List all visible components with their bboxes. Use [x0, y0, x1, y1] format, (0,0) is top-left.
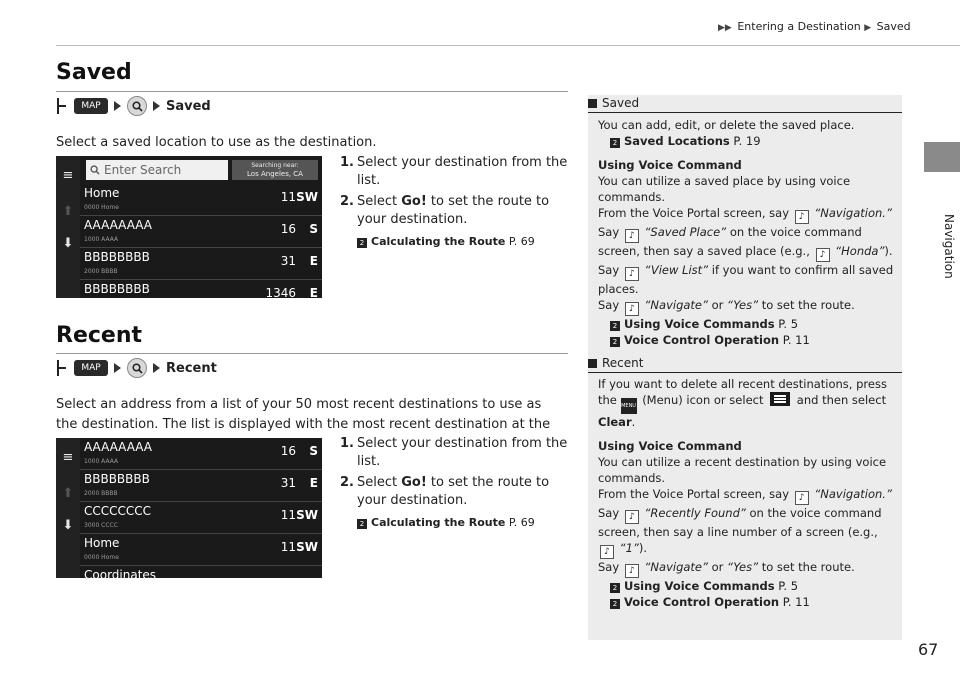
- xref-arrow-icon: 2: [357, 238, 367, 248]
- voice-command-icon: ♪: [795, 210, 809, 224]
- recent-steps: [340, 435, 572, 535]
- recent-screen-image: [56, 438, 322, 578]
- list-item: CCCCCCCC 3000 CCCC 11 SW: [80, 502, 322, 534]
- cross-reference[interactable]: 2 Calculating the Route P. 69: [357, 514, 572, 532]
- scroll-up-icon: ⬆: [62, 204, 74, 219]
- xref-arrow-icon: 2: [610, 321, 620, 331]
- breadcrumb-arrow-icon: ▶: [864, 23, 872, 33]
- note-marker-icon: [588, 359, 597, 368]
- chapter-label: Navigation: [942, 214, 956, 279]
- section-divider: [56, 353, 568, 354]
- saved-screen-image: [56, 156, 322, 298]
- list-item: AAAAAAAA 1000 AAAA 16 S: [80, 438, 322, 470]
- xref-arrow-icon: 2: [357, 519, 367, 529]
- list-item: Home 0000 Home 11 SW: [80, 534, 322, 566]
- section-title-recent: Recent: [56, 323, 143, 348]
- screen-sidebar: [56, 438, 80, 578]
- map-button-icon: MAP: [74, 98, 108, 114]
- xref-arrow-icon: 2: [610, 583, 620, 593]
- note-heading-saved: Saved: [588, 96, 902, 112]
- menu-path-recent: [56, 358, 217, 378]
- home-icon: [56, 98, 68, 114]
- note-heading-recent: Recent: [588, 356, 902, 372]
- breadcrumb-section: Entering a Destination: [737, 20, 861, 33]
- list-item: AAAAAAAA 1000 AAAA 16 S: [80, 216, 322, 248]
- note-body-recent: If you want to delete all recent destinations, press the MENU (Menu) icon or select and then select Clear. Using Voice Command You can utilize a recent destination by using voice commands. From the Voice Portal screen, say ♪ “Navigation.” Say ♪ “Recently Found” on the voice command screen, then say a line number of a screen (e.g., ♪ “1”). Say ♪ “Navigate” or “Yes” to set the route. 2 Using Voice Commands P. 5 2 Voice Control Operation P. 11: [598, 377, 892, 609]
- list-item: BBBBBBBB 1346 E: [80, 280, 322, 298]
- scroll-down-icon: ⬇: [62, 518, 74, 533]
- note-marker-icon: [588, 99, 597, 108]
- arrow-right-icon: [114, 101, 121, 111]
- note-body-saved: You can add, edit, or delete the saved place. 2 Saved Locations P. 19 Using Voice Command You can utilize a saved place by using voice commands. From the Voice Portal screen, say ♪ “Navigation.” Say ♪ “Saved Place” on the voice command screen, then say a saved place (e.g., ♪ “Honda”). Say ♪ “View List” if you want to confirm all saved places. Say ♪ “Navigate” or “Yes” to set the route. 2 Using Voice Commands P. 5 2 Voice Control Operation P. 11: [598, 118, 894, 347]
- page-number: 67: [918, 640, 939, 659]
- voice-command-icon: ♪: [625, 302, 639, 316]
- recent-intro: Select an address from a list of your 50 most recent destinations to use as the destination. The list is displayed with the most recent destination at the: [56, 397, 551, 432]
- menu-path-saved: [56, 96, 211, 116]
- arrow-right-icon: [153, 101, 160, 111]
- step-item: 2. Select Go! to set the route to your destination. 2 Calculating the Route P. 69: [340, 193, 572, 251]
- hamburger-icon: [770, 392, 790, 406]
- step-item: 1. Select your destination from the list.: [340, 155, 568, 188]
- voice-command-icon: ♪: [625, 510, 639, 524]
- voice-command-icon: ♪: [795, 491, 809, 505]
- search-icon: [127, 358, 147, 378]
- menu-path-label: Recent: [166, 360, 217, 376]
- header-divider: [56, 45, 960, 46]
- menu-path-label: Saved: [166, 98, 211, 114]
- scroll-down-icon: ⬇: [62, 236, 74, 251]
- hamburger-icon: ≡: [62, 450, 74, 465]
- note-divider: [588, 372, 902, 373]
- section-title-saved: Saved: [56, 60, 132, 85]
- note-divider: [588, 112, 902, 113]
- scroll-up-icon: ⬆: [62, 486, 74, 501]
- voice-command-icon: ♪: [625, 229, 639, 243]
- screen-searching-near: Searching near: Los Angeles, CA: [232, 160, 318, 180]
- arrow-right-icon: [153, 363, 160, 373]
- search-icon: [127, 96, 147, 116]
- hamburger-icon: ≡: [62, 168, 74, 183]
- voice-command-icon: ♪: [600, 545, 614, 559]
- list-item: Coordinates: [80, 566, 322, 578]
- list-item: BBBBBBBB 2000 BBBB 31 E: [80, 470, 322, 502]
- step-item: 2. Select Go! to set the route to your destination. 2 Calculating the Route P. 69: [340, 474, 572, 532]
- chapter-tab: [924, 142, 960, 172]
- list-item: Home 0000 Home 11 SW: [80, 184, 322, 216]
- xref-arrow-icon: 2: [610, 138, 620, 148]
- breadcrumb-current: Saved: [876, 20, 911, 33]
- xref-arrow-icon: 2: [610, 337, 620, 347]
- voice-command-icon: ♪: [625, 564, 639, 578]
- screen-search-bar: Enter Search: [86, 160, 228, 180]
- menu-icon: MENU: [621, 398, 637, 414]
- breadcrumb: [718, 20, 911, 33]
- voice-command-icon: ♪: [625, 267, 639, 281]
- cross-reference[interactable]: 2 Calculating the Route P. 69: [357, 233, 572, 251]
- search-icon: [90, 165, 100, 175]
- notes-panel: [588, 95, 902, 640]
- saved-steps: [340, 154, 572, 254]
- saved-intro: Select a saved location to use as the destination.: [56, 135, 377, 150]
- screen-sidebar: [56, 156, 80, 298]
- voice-command-icon: ♪: [816, 248, 830, 262]
- section-divider: [56, 91, 568, 92]
- map-button-icon: MAP: [74, 360, 108, 376]
- step-item: 1. Select your destination from the list.: [340, 436, 568, 469]
- xref-arrow-icon: 2: [610, 599, 620, 609]
- list-item: BBBBBBBB 2000 BBBB 31 E: [80, 248, 322, 280]
- breadcrumb-arrow-icon: ▶▶: [718, 23, 732, 33]
- home-icon: [56, 360, 68, 376]
- arrow-right-icon: [114, 363, 121, 373]
